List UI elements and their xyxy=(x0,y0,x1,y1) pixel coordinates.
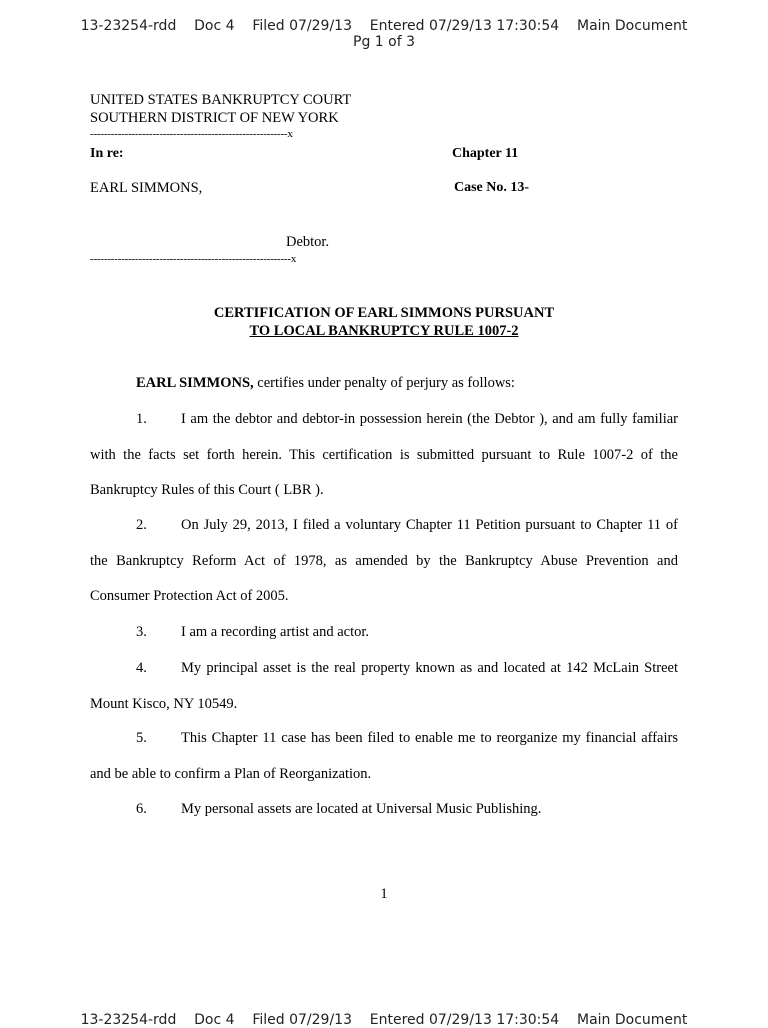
paragraph-6 xyxy=(90,792,678,828)
paragraph-text: My personal assets are located at Universal Music Publishing. xyxy=(181,801,542,817)
intro-text: certifies under penalty of perjury as follows: xyxy=(253,375,515,391)
document-subtitle-text: TO LOCAL BANKRUPTCY RULE 1007-2 xyxy=(249,323,519,339)
document-subtitle xyxy=(0,323,768,340)
court-district: SOUTHERN DISTRICT OF NEW YORK xyxy=(90,110,339,126)
paragraph-text: This Chapter 11 case has been filed to enable me to reorganize my financial affairs and be able to confirm a Plan of Reorganization. xyxy=(90,730,678,782)
paragraph-text: I am the debtor and debtor-in possession herein (the Debtor ), and am fully familiar with the facts set forth herein. This certification is submitted pursuant to Rule 1007-2 of the Bankruptcy Rules of this Court ( LBR ). xyxy=(90,411,678,498)
paragraph-4 xyxy=(90,651,678,722)
caption-rule-bottom: ----------------------------------------------------------x xyxy=(90,253,297,265)
in-re-label: In re: xyxy=(90,146,124,161)
case-number: Case No. 13- xyxy=(454,180,530,195)
ecf-page-indicator: Pg 1 of 3 xyxy=(353,34,415,50)
paragraph-number: 3. xyxy=(136,624,147,640)
paragraph-number: 4. xyxy=(136,660,147,676)
paragraph-text: On July 29, 2013, I filed a voluntary Chapter 11 Petition pursuant to Chapter 11 of the Bankruptcy Reform Act of 1978, as amended by the Bankruptcy Abuse Prevention and Consumer Protection Act of 2005. xyxy=(90,517,678,604)
chapter-label: Chapter 11 xyxy=(452,146,519,161)
caption-rule-top: ---------------------------------------------------------x xyxy=(90,128,293,140)
paragraph-number: 2. xyxy=(136,517,147,533)
intro-name: EARL SIMMONS, xyxy=(136,375,254,391)
paragraph-1 xyxy=(90,402,678,509)
intro-paragraph xyxy=(90,366,678,402)
paragraph-text: I am a recording artist and actor. xyxy=(181,624,370,640)
ecf-header-line: 13-23254-rdd Doc 4 Filed 07/29/13 Entered 07/29/13 17:30:54 Main Document xyxy=(80,18,688,34)
paragraph-number: 5. xyxy=(136,730,147,746)
debtor-name: EARL SIMMONS, xyxy=(90,180,203,196)
paragraph-5 xyxy=(90,721,678,792)
court-name: UNITED STATES BANKRUPTCY COURT xyxy=(90,92,352,108)
page-number: 1 xyxy=(380,886,388,902)
paragraph-text: My principal asset is the real property known as and located at 142 McLain Street Mount Kisco, NY 10549. xyxy=(90,660,678,712)
paragraph-2 xyxy=(90,508,678,615)
paragraph-number: 6. xyxy=(136,801,147,817)
ecf-header-next-page: 13-23254-rdd Doc 4 Filed 07/29/13 Entered 07/29/13 17:30:54 Main Document xyxy=(80,1012,688,1028)
document-title: CERTIFICATION OF EARL SIMMONS PURSUANT xyxy=(213,305,555,321)
paragraph-number: 1. xyxy=(136,411,147,427)
debtor-label: Debtor. xyxy=(286,234,330,250)
paragraph-3 xyxy=(90,615,678,651)
